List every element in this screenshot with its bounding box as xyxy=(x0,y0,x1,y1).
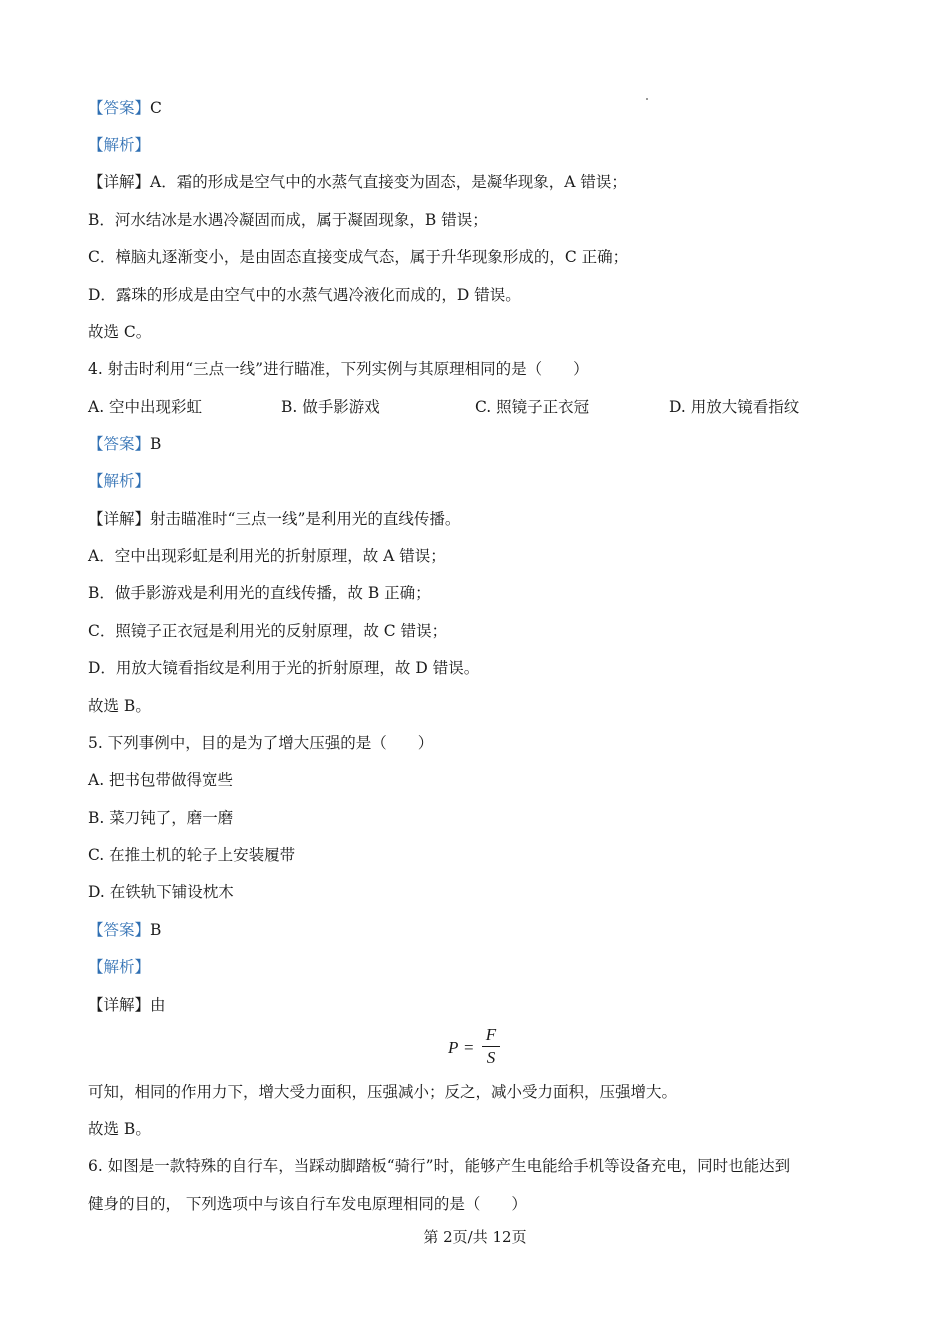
q5-question: 5. 下列事例中，目的是为了增大压强的是（ ） xyxy=(88,734,434,752)
q5-analysis-tag: 【解析】 xyxy=(88,958,151,976)
formula-denominator: S xyxy=(486,1048,496,1067)
q3-conclusion: 故选 C。 xyxy=(88,323,152,341)
q3-detail-b: B．河水结冰是水遇冷凝固而成，属于凝固现象，B 错误； xyxy=(88,211,488,229)
fraction-bar xyxy=(482,1046,500,1047)
q6-question-line1: 6. 如图是一款特殊的自行车，当踩动脚踏板“骑行”时，能够产生电能给手机等设备充电，同时也能达到 xyxy=(88,1157,791,1175)
page-footer: 第 2页/共 12页 xyxy=(423,1228,527,1246)
q4-detail-b: B．做手影游戏是利用光的直线传播，故 B 正确； xyxy=(88,584,431,602)
q6-question-line2: 健身的目的， 下列选项中与该自行车发电原理相同的是（ ） xyxy=(88,1195,527,1213)
q4-option-c: C. 照镜子正衣冠 xyxy=(475,398,590,416)
stray-mark xyxy=(646,98,648,100)
formula-fraction xyxy=(482,1026,500,1067)
q4-option-d: D. 用放大镜看指纹 xyxy=(669,398,800,416)
q5-option-c: C. 在推土机的轮子上安装履带 xyxy=(88,846,296,864)
q5-answer: 【答案】B xyxy=(88,921,162,939)
formula-lhs: P xyxy=(448,1038,459,1057)
formula-numerator: F xyxy=(485,1025,497,1044)
q4-option-b: B. 做手影游戏 xyxy=(281,398,380,416)
q5-detail-intro: 【详解】由 xyxy=(88,996,166,1014)
q4-question: 4. 射击时利用“三点一线”进行瞄准，下列实例与其原理相同的是（ ） xyxy=(88,360,589,378)
q3-detail-a: 【详解】A．霜的形成是空气中的水蒸气直接变为固态，是凝华现象，A 错误； xyxy=(88,173,627,191)
pressure-formula xyxy=(448,1026,518,1072)
q5-option-a: A. 把书包带做得宽些 xyxy=(88,771,234,789)
q4-option-a: A. 空中出现彩虹 xyxy=(88,398,203,416)
q4-detail-intro: 【详解】射击瞄准时“三点一线”是利用光的直线传播。 xyxy=(88,510,461,528)
q3-detail-c: C．樟脑丸逐渐变小，是由固态直接变成气态，属于升华现象形成的，C 正确； xyxy=(88,248,629,266)
q5-option-d: D. 在铁轨下铺设枕木 xyxy=(88,883,234,901)
q4-answer: 【答案】B xyxy=(88,435,162,453)
formula-equals: = xyxy=(464,1038,474,1057)
q4-detail-a: A．空中出现彩虹是利用光的折射原理，故 A 错误； xyxy=(88,547,446,565)
q4-detail-d: D．用放大镜看指纹是利用于光的折射原理，故 D 错误。 xyxy=(88,659,480,677)
q4-detail-c: C．照镜子正衣冠是利用光的反射原理，故 C 错误； xyxy=(88,622,448,640)
q5-option-b: B. 菜刀钝了，磨一磨 xyxy=(88,809,234,827)
q4-analysis-tag: 【解析】 xyxy=(88,472,151,490)
q4-conclusion: 故选 B。 xyxy=(88,697,151,715)
q5-detail-after: 可知，相同的作用力下，增大受力面积，压强减小；反之，减小受力面积，压强增大。 xyxy=(88,1083,678,1101)
q3-answer: 【答案】C xyxy=(88,99,162,117)
q3-analysis-tag: 【解析】 xyxy=(88,136,151,154)
q5-conclusion: 故选 B。 xyxy=(88,1120,151,1138)
q3-detail-d: D．露珠的形成是由空气中的水蒸气遇冷液化而成的，D 错误。 xyxy=(88,286,521,304)
